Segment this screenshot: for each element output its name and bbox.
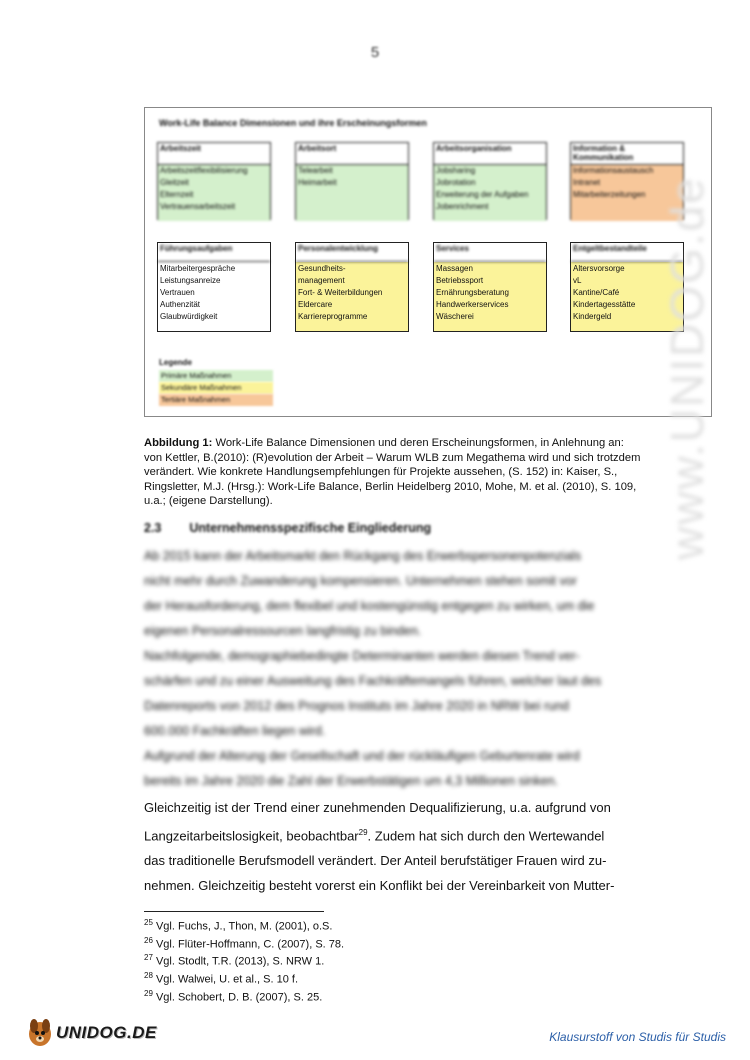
dimension-item: vL bbox=[573, 276, 582, 285]
dimension-item: Vertrauen bbox=[160, 288, 195, 297]
dimension-item: Mitarbeitergespräche bbox=[160, 264, 236, 273]
dimension-item: Jobsharing bbox=[436, 166, 476, 175]
dimension-item: Betriebssport bbox=[436, 276, 484, 285]
watermark: www.UNIDOG.de bbox=[661, 176, 713, 560]
text-line: nicht mehr durch Zuwanderung kompensieren. Unternehmen stehen somit vor bbox=[144, 574, 577, 588]
legend-item: Sekundäre Maßnahmen bbox=[159, 382, 273, 394]
dimension-header: Führungsaufgaben bbox=[158, 243, 270, 262]
text-line: Aufgrund der Alterung der Gesellschaft und der rückläufigen Geburtenrate wird bbox=[144, 749, 580, 763]
footnote-text: Vgl. Walwei, U. et al., S. 10 f. bbox=[152, 973, 298, 986]
dimension-item: Informationsaustausch bbox=[573, 166, 654, 175]
footnote-number: 27 bbox=[144, 953, 153, 963]
dimension-box bbox=[433, 242, 547, 332]
dimension-item: Authenzität bbox=[160, 300, 201, 309]
dimension-box bbox=[157, 142, 271, 220]
dimension-item: Karriereprogramme bbox=[298, 312, 368, 321]
footnotes bbox=[144, 916, 344, 1004]
dimension-item: Intranet bbox=[573, 178, 601, 187]
footnote bbox=[144, 951, 344, 969]
text-line: Gleichzeitig ist der Trend einer zunehmenden Dequalifizierung, u.a. aufgrund von bbox=[144, 800, 611, 815]
section-number: 2.3 bbox=[144, 521, 162, 535]
footnote-text: Vgl. Schobert, D. B. (2007), S. 25. bbox=[152, 991, 323, 1004]
text-line: der Herausforderung, dem flexibel und kostengünstig entgegen zu wirken, um die bbox=[144, 599, 595, 613]
footnote bbox=[144, 969, 344, 987]
dimension-item: Handwerkerservices bbox=[436, 300, 509, 309]
dimension-box bbox=[157, 242, 271, 332]
footnote-text: Vgl. Flüter-Hoffmann, C. (2007), S. 78. bbox=[152, 938, 345, 951]
text-line: Ab 2015 kann der Arbeitsmarkt den Rückgang des Erwerbspersonenpotenzials bbox=[144, 549, 582, 563]
blurred-paragraph bbox=[144, 544, 664, 794]
legend-item: Primäre Maßnahmen bbox=[159, 370, 273, 382]
figure-diagram bbox=[144, 107, 712, 417]
dimension-item: Erweiterung der Aufgaben bbox=[436, 190, 529, 199]
dimension-header: Arbeitszeit bbox=[158, 143, 270, 165]
text-line: Datenreports von 2012 des Prognos Instituts im Jahre 2020 in NRW bei rund bbox=[144, 699, 569, 713]
dimension-item: Leistungsanreize bbox=[160, 276, 221, 285]
text-line: das traditionelle Berufsmodell verändert. Der Anteil berufstätiger Frauen wird zu- bbox=[144, 853, 607, 869]
dimension-item: Jobenrichment bbox=[436, 202, 489, 211]
legend-title: Legende bbox=[159, 358, 192, 367]
footnote-number: 28 bbox=[144, 970, 153, 980]
footer-tagline: Klausurstoff von Studis für Studis bbox=[549, 1030, 726, 1044]
dimension-header: Arbeitsort bbox=[296, 143, 408, 165]
footnote bbox=[144, 916, 344, 934]
text-line: Langzeitarbeitslosigkeit, beobachtbar$^{29}$. Zudem hat sich durch den Wertewandel bbox=[144, 828, 605, 844]
dimension-item: Kindertagesstätte bbox=[573, 300, 636, 309]
caption-line: von Kettler, B.(2010): (R)evolution der Arbeit – Warum WLB zum Megathema wird und sich trotzdem bbox=[144, 451, 641, 464]
dimension-item: Vertrauensarbeitszeit bbox=[160, 202, 236, 211]
caption-label: Abbildung 1: bbox=[144, 437, 213, 449]
text-line: eigenen Personalressourcen langfristig zu binden. bbox=[144, 624, 422, 638]
caption-line: Ringsletter, M.J. (Hrsg.): Work-Life Balance, Berlin Heidelberg 2010, Mohe, M. et al. (2010), S. 109, bbox=[144, 480, 637, 493]
footnote-number: 26 bbox=[144, 935, 153, 945]
logo-text: UNIDOG.DE bbox=[56, 1023, 157, 1042]
dimension-item: Kantine/Café bbox=[573, 288, 620, 297]
figure-title: Work-Life Balance Dimensionen und ihre Erscheinungsformen bbox=[159, 118, 427, 128]
dimension-header: Personalentwicklung bbox=[296, 243, 408, 262]
dimension-item: Glaubwürdigkeit bbox=[160, 312, 218, 321]
text-line: bereits im Jahre 2020 die Zahl der Erwerbstätigen um 4,3 Millionen sinken. bbox=[144, 774, 559, 788]
text-line: 600.000 Fachkräften liegen wird. bbox=[144, 724, 326, 738]
figure-legend bbox=[159, 358, 273, 406]
dimension-item: Gesundheits- bbox=[298, 264, 346, 273]
dimension-item: Telearbeit bbox=[298, 166, 333, 175]
dimension-header: Services bbox=[434, 243, 546, 262]
section-heading bbox=[144, 521, 459, 535]
dimension-item: Ernährungsberatung bbox=[436, 288, 509, 297]
dimension-item: Heimarbeit bbox=[298, 178, 337, 187]
dimension-box bbox=[295, 142, 409, 220]
dimension-item: Wäscherei bbox=[436, 312, 474, 321]
dimension-item: Eldercare bbox=[298, 300, 333, 309]
footnote bbox=[144, 987, 344, 1005]
dimension-box bbox=[295, 242, 409, 332]
caption-line: Work-Life Balance Dimensionen und deren Erscheinungsformen, in Anlehnung an: bbox=[212, 437, 624, 449]
footnote-divider bbox=[144, 911, 324, 912]
dimension-header: Information & Kommunikation bbox=[571, 143, 683, 165]
footnote-text: Vgl. Fuchs, J., Thon, M. (2001), o.S. bbox=[152, 920, 333, 933]
caption-line: u.a.; (eigene Darstellung). bbox=[144, 495, 273, 507]
dimension-header: Arbeitsorganisation bbox=[434, 143, 546, 165]
dimension-item: Arbeitszeitflexibilisierung bbox=[160, 166, 248, 175]
text-line: Nachfolgende, demographiebedingte Determinanten werden diesen Trend ver- bbox=[144, 649, 580, 663]
dimension-item: Fort- & Weiterbildungen bbox=[298, 288, 383, 297]
text-line: schärfen und zu einer Ausweitung des Fachkräftemangels führen, welcher laut des bbox=[144, 674, 602, 688]
dimension-item: Gleitzeit bbox=[160, 178, 189, 187]
footnote-text: Vgl. Stodlt, T.R. (2013), S. NRW 1. bbox=[152, 955, 325, 968]
text-line: nehmen. Gleichzeitig besteht vorerst ein Konflikt bei der Vereinbarkeit von Mutter- bbox=[144, 878, 615, 894]
footnote-number: 25 bbox=[144, 918, 153, 927]
page-number: 5 bbox=[370, 44, 380, 61]
dimension-item: Elternzeit bbox=[160, 190, 194, 199]
section-title: Unternehmensspezifische Eingliederung bbox=[189, 521, 432, 535]
body-paragraph bbox=[144, 795, 664, 898]
footnote-number: 29 bbox=[144, 988, 153, 998]
dimension-box bbox=[433, 142, 547, 220]
dimension-item: Mitarbeiterzeitungen bbox=[573, 190, 646, 199]
footnote-ref: 29 bbox=[358, 828, 368, 837]
figure-caption bbox=[144, 436, 714, 509]
dimension-item: Kindergeld bbox=[573, 312, 612, 321]
dimension-item: Massagen bbox=[436, 264, 473, 273]
legend-item: Tertiäre Maßnahmen bbox=[159, 394, 273, 406]
dimension-item: Jobrotation bbox=[436, 178, 476, 187]
dimension-item: management bbox=[298, 276, 345, 285]
dimension-header: Entgeltbestandteile bbox=[571, 243, 683, 262]
dimension-item: Altersvorsorge bbox=[573, 264, 625, 273]
caption-line: verändert. Wie konkrete Handlungsempfehlungen für Projekte aussehen, (S. 152) in: Kaiser, S., bbox=[144, 466, 618, 478]
footnote bbox=[144, 934, 344, 952]
